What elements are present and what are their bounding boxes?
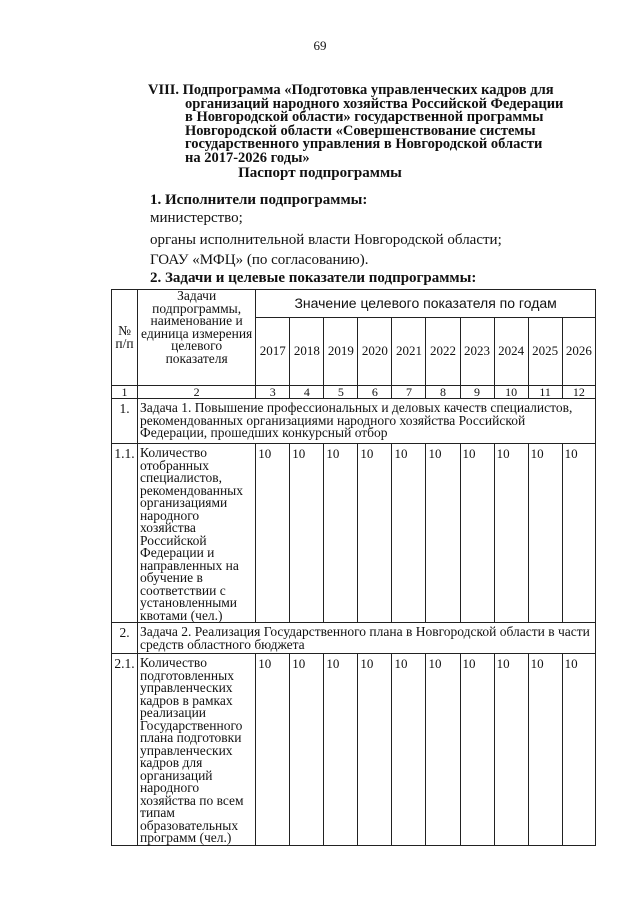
title-line: государственного управления в Новгородской области bbox=[185, 136, 543, 153]
title-line: в Новгородской области» государственной программы bbox=[185, 109, 544, 126]
header-values-group: Значение целевого показателя по годам bbox=[256, 290, 596, 318]
value-cell: 10 bbox=[460, 654, 494, 846]
section-title bbox=[148, 84, 588, 166]
table-row bbox=[112, 399, 596, 444]
index-cell: 6 bbox=[358, 386, 392, 399]
title-line: VIII. Подпрограмма «Подготовка управленческих кадров для bbox=[148, 82, 554, 98]
header-task: Задачи подпрограммы, наименование и единица измерения целевого показателя bbox=[138, 290, 256, 386]
value-cell: 10 bbox=[392, 444, 426, 623]
table-row bbox=[112, 623, 596, 654]
header-year: 2019 bbox=[324, 318, 358, 386]
indicator-text: Количество подготовленных управленческих кадров в рамках реализации Государственного плана подготовки управленческих кадров для организаций народного хозяйства по всем типам образовательных программ (чел.) bbox=[138, 654, 256, 846]
index-cell: 10 bbox=[494, 386, 528, 399]
value-cell: 10 bbox=[426, 444, 460, 623]
value-cell: 10 bbox=[562, 654, 595, 846]
value-cell: 10 bbox=[426, 654, 460, 846]
index-cell: 12 bbox=[562, 386, 595, 399]
page-number: 69 bbox=[313, 38, 327, 53]
value-cell: 10 bbox=[562, 444, 595, 623]
header-year: 2025 bbox=[528, 318, 562, 386]
index-cell: 1 bbox=[112, 386, 138, 399]
row-number: 1. bbox=[112, 399, 138, 444]
executor-line: министерство; bbox=[150, 210, 243, 226]
executor-line: органы исполнительной власти Новгородской области; bbox=[150, 232, 502, 248]
table-row bbox=[112, 444, 596, 623]
header-year: 2018 bbox=[290, 318, 324, 386]
value-cell: 10 bbox=[256, 444, 290, 623]
passport-heading: Паспорт подпрограммы bbox=[238, 165, 402, 181]
value-cell: 10 bbox=[358, 444, 392, 623]
table-row bbox=[112, 654, 596, 846]
targets-table bbox=[111, 289, 596, 846]
row-number: 2. bbox=[112, 623, 138, 654]
index-cell: 7 bbox=[392, 386, 426, 399]
row-number: 1.1. bbox=[112, 444, 138, 623]
section1-heading: 1. Исполнители подпрограммы: bbox=[150, 192, 368, 208]
title-line: Новгородской области «Совершенствование системы bbox=[185, 122, 536, 139]
value-cell: 10 bbox=[392, 654, 426, 846]
value-cell: 10 bbox=[290, 654, 324, 846]
index-cell: 3 bbox=[256, 386, 290, 399]
header-year: 2024 bbox=[494, 318, 528, 386]
value-cell: 10 bbox=[358, 654, 392, 846]
indicator-text: Количество отобранных специалистов, рекомендованных организациями народного хозяйства Российской Федерации и направленных на обучение в соответствии с установленными квотами (чел.) bbox=[138, 444, 256, 623]
value-cell: 10 bbox=[460, 444, 494, 623]
value-cell: 10 bbox=[528, 444, 562, 623]
row-number: 2.1. bbox=[112, 654, 138, 846]
value-cell: 10 bbox=[290, 444, 324, 623]
value-cell: 10 bbox=[324, 444, 358, 623]
task-text: Задача 1. Повышение профессиональных и деловых качеств специалистов, рекомендованных организациями народного хозяйства Российской Федерации, прошедших конкурсный отбор bbox=[138, 399, 596, 444]
header-year: 2022 bbox=[426, 318, 460, 386]
section2-heading: 2. Задачи и целевые показатели подпрограммы: bbox=[150, 270, 477, 286]
title-line: организаций народного хозяйства Российской Федерации bbox=[185, 95, 564, 112]
header-year: 2020 bbox=[358, 318, 392, 386]
header-year: 2023 bbox=[460, 318, 494, 386]
value-cell: 10 bbox=[324, 654, 358, 846]
value-cell: 10 bbox=[256, 654, 290, 846]
header-num: № п/п bbox=[112, 290, 138, 386]
executor-line: ГОАУ «МФЦ» (по согласованию). bbox=[150, 252, 369, 268]
title-line: на 2017-2026 годы» bbox=[185, 149, 310, 166]
index-cell: 9 bbox=[460, 386, 494, 399]
value-cell: 10 bbox=[494, 444, 528, 623]
index-cell: 8 bbox=[426, 386, 460, 399]
value-cell: 10 bbox=[494, 654, 528, 846]
index-cell: 5 bbox=[324, 386, 358, 399]
value-cell: 10 bbox=[528, 654, 562, 846]
header-year: 2021 bbox=[392, 318, 426, 386]
index-cell: 2 bbox=[138, 386, 256, 399]
header-year: 2017 bbox=[256, 318, 290, 386]
index-cell: 4 bbox=[290, 386, 324, 399]
task-text: Задача 2. Реализация Государственного плана в Новгородской области в части средств областного бюджета bbox=[138, 623, 596, 654]
index-cell: 11 bbox=[528, 386, 562, 399]
header-year: 2026 bbox=[562, 318, 595, 386]
